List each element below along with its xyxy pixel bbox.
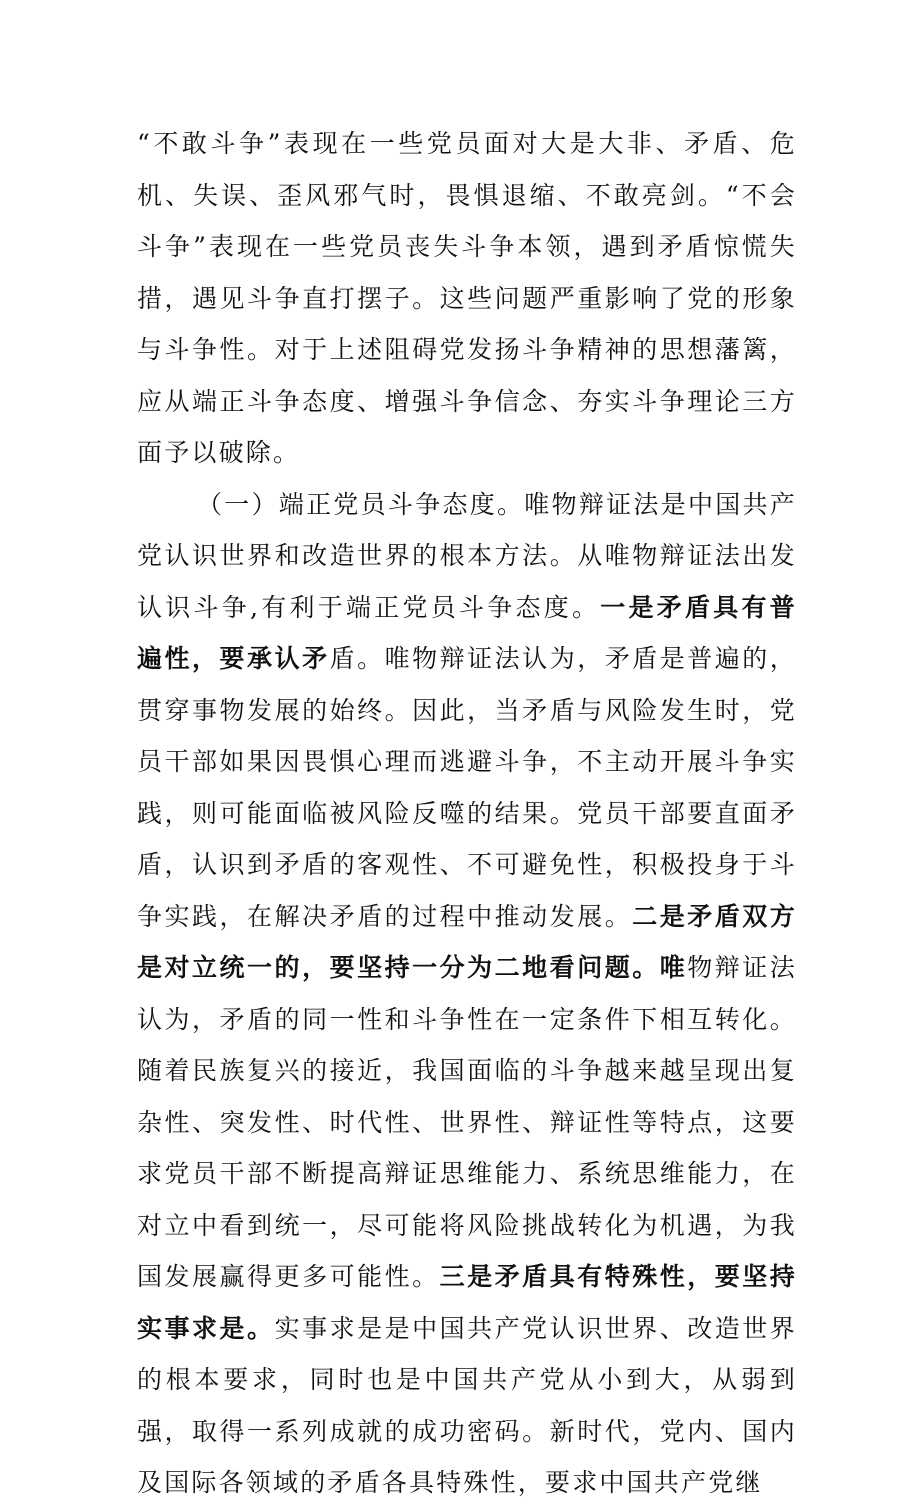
- sentence-4: 实事求是是中国共产党认识世界、改造世界的根本要求，同时也是中国共产党从小到大，从弱到强，取得一系列成就的成功密码。新时代，党内、国内及国际各领域的矛盾各具特殊性，要求中国共产党继: [137, 1313, 797, 1497]
- sentence-3: 物辩证法认为，矛盾的同一性和斗争性在一定条件下相互转化。随着民族复兴的接近，我国面临的斗争越来越呈现出复杂性、突发性、时代性、世界性、辩证性等特点，这要求党员干部不断提高辩证思维能力、系统思维能力，在对立中看到统一，尽可能将风险挑战转化为机遇，为我国发展赢得更多可能性。: [137, 953, 797, 1291]
- bold-point-1: 一是矛盾具有普遍性，要承认矛: [137, 592, 797, 673]
- sentence-1: （一）端正党员斗争态度。唯物辩证法是中国共产党认识世界和改造世界的根本方法。从唯物辩证法出发认识斗争,有利于端正党员斗争态度。: [137, 489, 797, 622]
- bold-point-2: 二是矛盾双方是对立统一的，要坚持一分为二地看问题。唯: [137, 901, 797, 982]
- sentence-2: 盾。唯物辩证法认为，矛盾是普遍的，贯穿事物发展的始终。因此，当矛盾与风险发生时，党员干部如果因畏惧心理而逃避斗争，不主动开展斗争实践，则可能面临被风险反噬的结果。党员干部要直面矛盾，认识到矛盾的客观性、不可避免性，积极投身于斗争实践，在解决矛盾的过程中推动发展。: [137, 644, 797, 931]
- body-text: [137, 118, 797, 1509]
- paragraph-1: “不敢斗争”表现在一些党员面对大是大非、矛盾、危机、失误、歪风邪气时，畏惧退缩、不敢亮剑。“不会斗争”表现在一些党员丧失斗争本领，遇到矛盾惊慌失措，遇见斗争直打摆子。这些问题严重影响了党的形象与斗争性。对于上述阻碍党发扬斗争精神的思想藩篱，应从端正斗争态度、增强斗争信念、夯实斗争理论三方面予以破除。: [137, 129, 797, 467]
- bold-point-3: 三是矛盾具有特殊性，要坚持实事求是。: [137, 1262, 797, 1343]
- paragraph-2: [137, 479, 797, 1509]
